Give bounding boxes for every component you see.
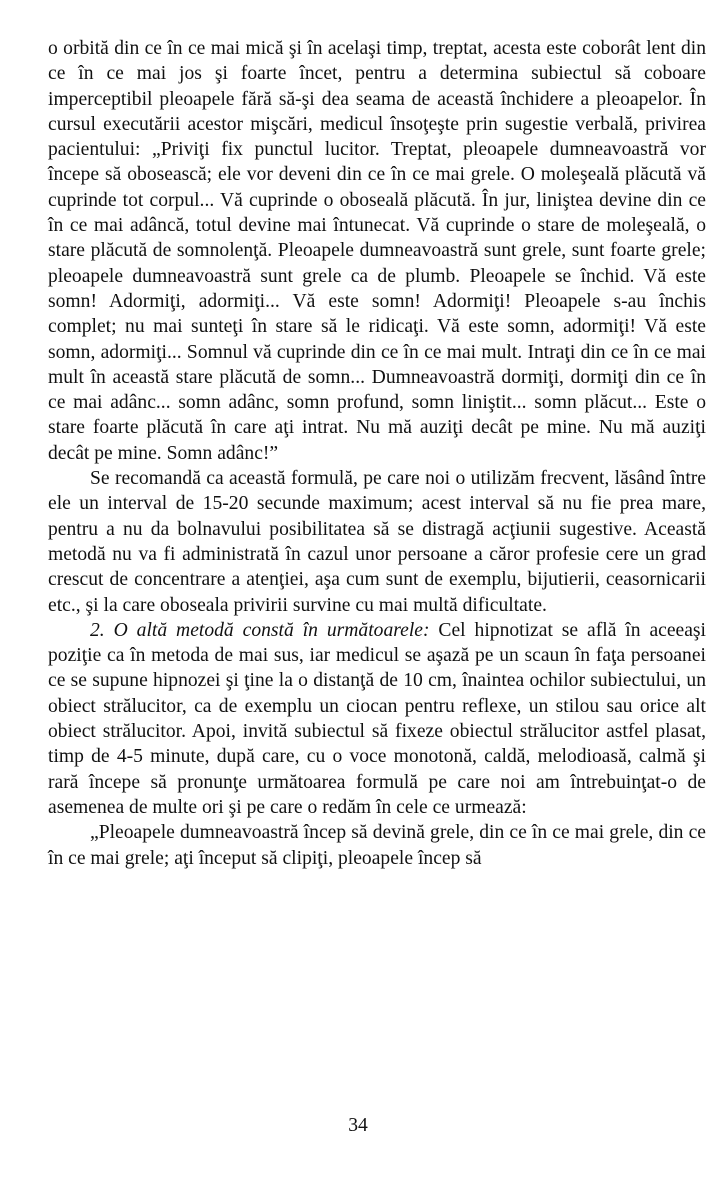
paragraph-formula-start: „Pleoapele dumneavoastră încep să devină grele, din ce în ce mai grele, din ce în ce mai grele; aţi început să clipiţi, pleoapele încep să — [48, 822, 706, 869]
page-body — [48, 36, 706, 871]
method-two-text: Cel hipnotizat se află în aceeaşi poziţie ca în metoda de mai sus, iar medicul se aşază pe un scaun în faţa persoanei ce se supune hipnozei şi ţine la o distanţă de 10 cm, înaintea ochilor subiectului, un obiect strălucitor, ca de exemplu un ciocan pentru reflexe, un stilou sau orice alt obiect strălucitor. Apoi, invită subiectul să fixeze obiectul strălucitor astfel plasat, timp de 4-5 minute, după care, cu o voce monotonă, caldă, melodioasă, calmă şi rară începe să pronunţe următoarea formulă pe care noi am întrebuinţat-o de asemenea de multe ori şi pe care o redăm în cele ce urmează: — [48, 619, 706, 818]
paragraph-continuation: o orbită din ce în ce mai mică şi în acelaşi timp, treptat, acesta este coborât lent din ce în ce mai jos şi foarte încet, pentru a determina subiectul să coboare imperceptibil pleoapele fără să-şi dea seama de această închidere a pleoapelor. În cursul executării acestor mişcări, medicul însoţeşte prin sugestie verbală, privirea pacientului: „Priviţi fix punctul lucitor. Treptat, pleoapele dumneavoastră vor începe să obosească; ele vor deveni din ce în ce mai grele. O moleşeală plăcută vă cuprinde tot corpul... Vă cuprinde o oboseală plăcută. În jur, liniştea devine din ce în ce mai adâncă, totul devine mai întunecat. Vă cuprinde o stare de moleşeală, o stare plăcută de somnolenţă. Pleoapele dumneavoastră sunt grele, sunt foarte grele; pleoapele dumneavoastră sunt grele ca de plumb. Pleoapele se închid. Vă este somn! Adormiţi, adormiţi... Vă este somn! Adormiţi! Pleoapele s-au închis complet; nu mai sunteţi în stare să le ridicaţi. Vă este somn, adormiţi! Vă este somn, adormiţi... Somnul vă cuprinde din ce în ce mai mult. Intraţi din ce în ce mai mult în această stare plăcută de somn... Dumneavoastră dormiţi, dormiţi din ce în ce mai adânc... somn adânc, somn profund, somn liniştit... somn plăcut... Este o stare foarte plăcută în care aţi intrat. Nu mă auziţi decât pe mine. Nu mă auziţi decât pe mine. Somn adânc!” — [48, 38, 706, 464]
paragraph-method-two — [48, 618, 706, 820]
page-number: 34 — [348, 1115, 368, 1136]
paragraph-recommendation: Se recomandă ca această formulă, pe care noi o utilizăm frecvent, lăsând între ele un interval de 15-20 secunde maximum; acest interval să nu fie prea mare, pentru a nu da bolnavului posibilitatea să se distragă acţiunii sugestive. Această metodă nu va fi administrată în cazul unor persoane a căror profesie cere un grad crescut de concentrare a atenţiei, aşa cum sunt de exemplu, bijutierii, ceasornicarii etc., şi la care oboseala privirii survine cu mai multă dificultate. — [48, 468, 706, 616]
method-two-heading: 2. O altă metodă constă în următoarele: — [90, 619, 430, 641]
